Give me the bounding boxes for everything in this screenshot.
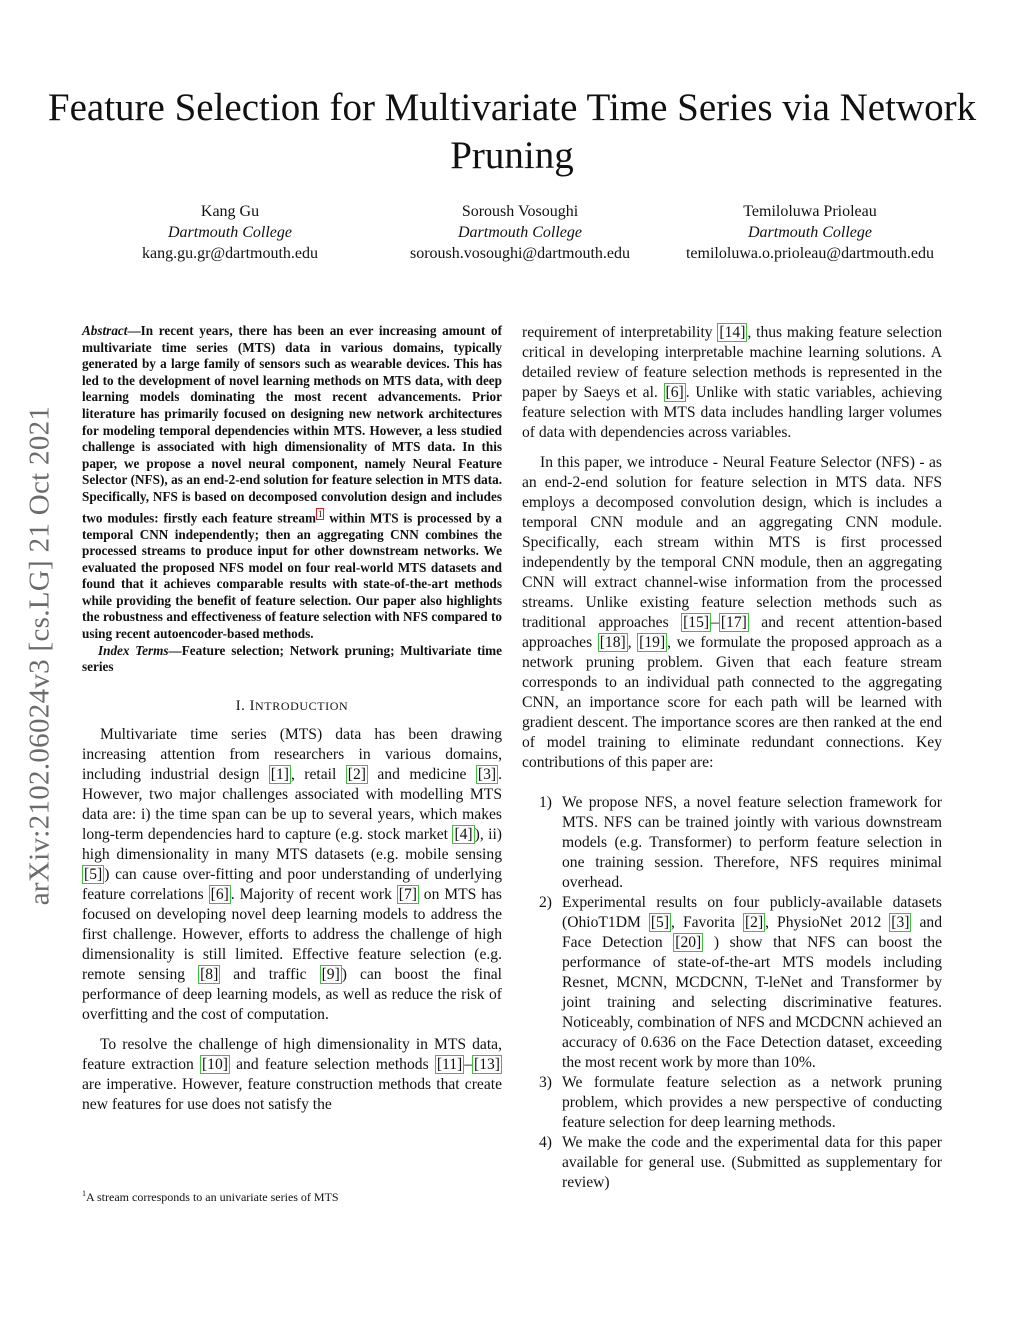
intro-paragraph-3 — [522, 323, 942, 443]
text-run: , thus making feature selection critical in developing interpretable machine learning solutions. A detailed review of feature selection methods is represented in the paper by Saeys et al. — [522, 324, 943, 401]
text-run: In this paper, we introduce - Neural Feature Selector (NFS) - as an end-2-end solution for feature selection in MTS data. NFS employs a decomposed convolution design, which is includes a temporal CNN module and an aggregating CNN module. Specifically, each stream within MTS is first processed independently by the temporal CNN module, then an aggregating CNN will extract channel-wise information from the processed streams. Unlike existing feature selection methods such as traditional approaches — [522, 454, 942, 631]
citation-link[interactable]: [18] — [599, 634, 626, 651]
list-number: 1) — [539, 794, 552, 811]
footnote — [82, 1186, 502, 1205]
text-run: – — [711, 614, 719, 631]
right-column — [522, 323, 942, 1193]
citation-link[interactable]: [13] — [474, 1055, 500, 1073]
text-run: and recent attention-based approaches — [522, 614, 942, 651]
list-number: 4) — [539, 1134, 552, 1151]
intro-paragraph-4 — [522, 453, 942, 773]
citation-link[interactable]: [3] — [891, 914, 910, 931]
text-run: Multivariate time series (MTS) data has been drawing increasing attention from researchers in various domains, including industrial design — [82, 725, 502, 783]
footnote-link[interactable]: 1 — [317, 508, 323, 519]
left-column — [82, 323, 502, 1115]
text-run: , PhysioNet 2012 — [765, 914, 890, 931]
contributions-list — [522, 793, 942, 1193]
index-terms-text: —Feature selection; Network pruning; Multivariate time series — [82, 642, 502, 675]
text-run: and feature selection methods — [229, 1055, 435, 1073]
citation-link[interactable]: [2] — [347, 765, 366, 783]
author-affiliation: Dartmouth College — [458, 224, 582, 241]
text-run: requirement of interpretability — [522, 324, 718, 341]
text-run: and Face Detection — [562, 914, 942, 951]
citation-link[interactable]: [17] — [720, 614, 747, 631]
citation-link[interactable]: [7] — [398, 885, 417, 903]
text-run: Experimental results on four publicly-available datasets (OhioT1DM — [562, 894, 942, 931]
list-item — [522, 1133, 942, 1193]
text-run: , — [627, 634, 638, 651]
citation-link[interactable]: [5] — [650, 914, 670, 931]
author-email: temiloluwa.o.prioleau@dartmouth.edu — [685, 245, 934, 262]
citation-link[interactable]: [6] — [210, 885, 229, 903]
citation-link[interactable]: [2] — [744, 914, 764, 931]
arxiv-id: arXiv:2102.06024v3 [cs.LG] 21 Oct 2021 — [23, 405, 56, 905]
abstract-text: —In recent years, there has been an ever increasing amount of multivariate time series (MTS) data in various domains, typically generated by a large family of sensors such as wearable devices. This has led to the development of novel learning methods on MTS data, with deep learning models dominating the most recent advancements. Prior literature has primarily focused on designing new network architectures for modeling temporal dependencies within MTS. However, a less studied challenge is associated with high dimensionality of MTS data. In this paper, we propose a novel neural component, namely Neural Feature Selector (NFS), as an end-2-end solution for feature selection in MTS data. Specifically, NFS is based on decomposed convolution design and includes two modules: firstly each feature stream — [82, 323, 502, 525]
abstract-text-cont: within MTS is processed by a temporal CNN independently; then an aggregating CNN combines the processed streams to produce input for other downstream networks. We evaluated the proposed NFS model on four real-world MTS datasets and found that it achieves comparable results with state-of-the-art methods while providing the benefit of feature selection. Our paper also highlights the robustness and effectiveness of feature selection with NFS compared to using recent autoencoder-based methods. — [82, 509, 502, 642]
citation-link[interactable]: [14] — [719, 324, 746, 341]
section-number: I. I — [235, 697, 256, 714]
intro-paragraph-2 — [82, 1035, 502, 1115]
citation-link[interactable]: [3] — [477, 765, 497, 783]
citation-link[interactable]: [10] — [201, 1055, 228, 1073]
author-1 — [90, 201, 370, 264]
author-affiliation: Dartmouth College — [748, 224, 872, 241]
paper-title: Feature Selection for Multivariate Time Series via Network Pruning — [47, 86, 977, 177]
citation-link[interactable]: [4] — [454, 825, 473, 843]
intro-paragraph-1 — [82, 725, 502, 1025]
text-run: ), ii) high dimensionality in many MTS datasets (e.g. mobile sensing — [82, 825, 502, 863]
text-run: , retail — [290, 765, 346, 783]
footnote-number: 1 — [82, 1189, 86, 1198]
author-2 — [380, 201, 660, 264]
text-run: . However, two major challenges associated with modelling MTS data are: i) the time span can be up to several years, which makes long-term dependencies hard to capture (e.g. stock market — [82, 765, 502, 843]
citation-link[interactable]: [6] — [665, 384, 684, 401]
list-text — [562, 893, 942, 1073]
citation-link[interactable]: [19] — [639, 634, 666, 651]
text-run: ) can boost the final performance of deep learning models, as well as reduce the risk of overfitting and the cost of computation. — [82, 965, 502, 1023]
text-run: ) show that NFS can boost the performance of state-of-the-art MTS models including Resnet, MCNN, MCDCNN, T-leNet and Transformer by joint training and selecting discriminative features. Noticeably, combination of NFS and MCDCNN achieved an accuracy of 0.636 on the Face Detection dataset, exceeding the most recent work by more than 10%. — [562, 934, 942, 1071]
text-run: ) can cause over-fitting and poor understanding of underlying feature correlations — [82, 865, 502, 903]
text-run: on MTS has focused on developing novel deep learning models to address the first challenge. However, efforts to address the challenge of high dimensionality is still limited. Effective feature selection (e.g. remote sensing — [82, 885, 502, 983]
author-name: Temiloluwa Prioleau — [743, 203, 877, 220]
citation-link[interactable]: [1] — [270, 765, 289, 783]
list-text: We make the code and the experimental data for this paper available for general use. (Submitted as supplementary for review) — [562, 1134, 942, 1191]
arxiv-sidebar-stamp — [8, 360, 72, 950]
list-item — [522, 1073, 942, 1133]
citation-link[interactable]: [8] — [200, 965, 219, 983]
text-run: . Majority of recent work — [230, 885, 397, 903]
author-3 — [670, 201, 950, 264]
list-text: We propose NFS, a novel feature selection framework for MTS. NFS can be trained jointly with various downstream models (e.g. Transformer) to perform feature selection in one training session. Therefore, NFS requires minimal overhead. — [562, 794, 942, 891]
abstract-label: Abstract — [82, 323, 128, 338]
citation-link[interactable]: [9] — [321, 965, 340, 983]
author-affiliation: Dartmouth College — [168, 224, 292, 241]
index-terms — [82, 643, 502, 676]
text-run: , we formulate the proposed approach as a network pruning problem. Given that each feature stream corresponds to an individual path connected to the aggregating CNN, an importance score for each path will be learned with gradient descent. The importance scores are then ranked at the end of model training to eliminate redundant connections. Key contributions of this paper are: — [522, 634, 943, 771]
section-title: NTRODUCTION — [255, 698, 349, 713]
author-email: soroush.vosoughi@dartmouth.edu — [409, 245, 631, 262]
list-item — [522, 893, 942, 1073]
text-run: and medicine — [367, 765, 476, 783]
author-block — [90, 201, 950, 264]
text-run: . Unlike with static variables, achieving feature selection with MTS data includes handling larger volumes of data with dependencies across variables. — [522, 384, 942, 441]
author-name: Kang Gu — [200, 203, 260, 220]
author-email: kang.gu.gr@dartmouth.edu — [141, 245, 319, 262]
citation-link[interactable]: [11] — [436, 1055, 463, 1073]
list-item — [522, 793, 942, 893]
list-number: 2) — [539, 894, 552, 911]
list-number: 3) — [539, 1074, 552, 1091]
list-text: We formulate feature selection as a network pruning problem, which provides a new perspective of conducting feature selection for deep learning methods. — [562, 1074, 942, 1131]
text-run: To resolve the challenge of high dimensionality in MTS data, feature extraction — [82, 1035, 502, 1073]
text-run: , Favorita — [671, 914, 743, 931]
text-run: are imperative. However, feature construction methods that create new features for use does not satisfy the — [82, 1075, 502, 1113]
citation-link[interactable]: [15] — [683, 614, 710, 631]
section-heading-introduction — [82, 698, 502, 715]
text-run: and traffic — [220, 965, 320, 983]
citation-link[interactable]: [5] — [84, 865, 103, 883]
index-terms-label: Index Terms — [98, 642, 169, 658]
citation-link[interactable]: [20] — [675, 934, 702, 951]
abstract — [82, 323, 502, 643]
author-name: Soroush Vosoughi — [461, 203, 579, 220]
text-run: – — [464, 1055, 473, 1073]
footnote-text: A stream corresponds to an univariate series of MTS — [86, 1190, 339, 1204]
